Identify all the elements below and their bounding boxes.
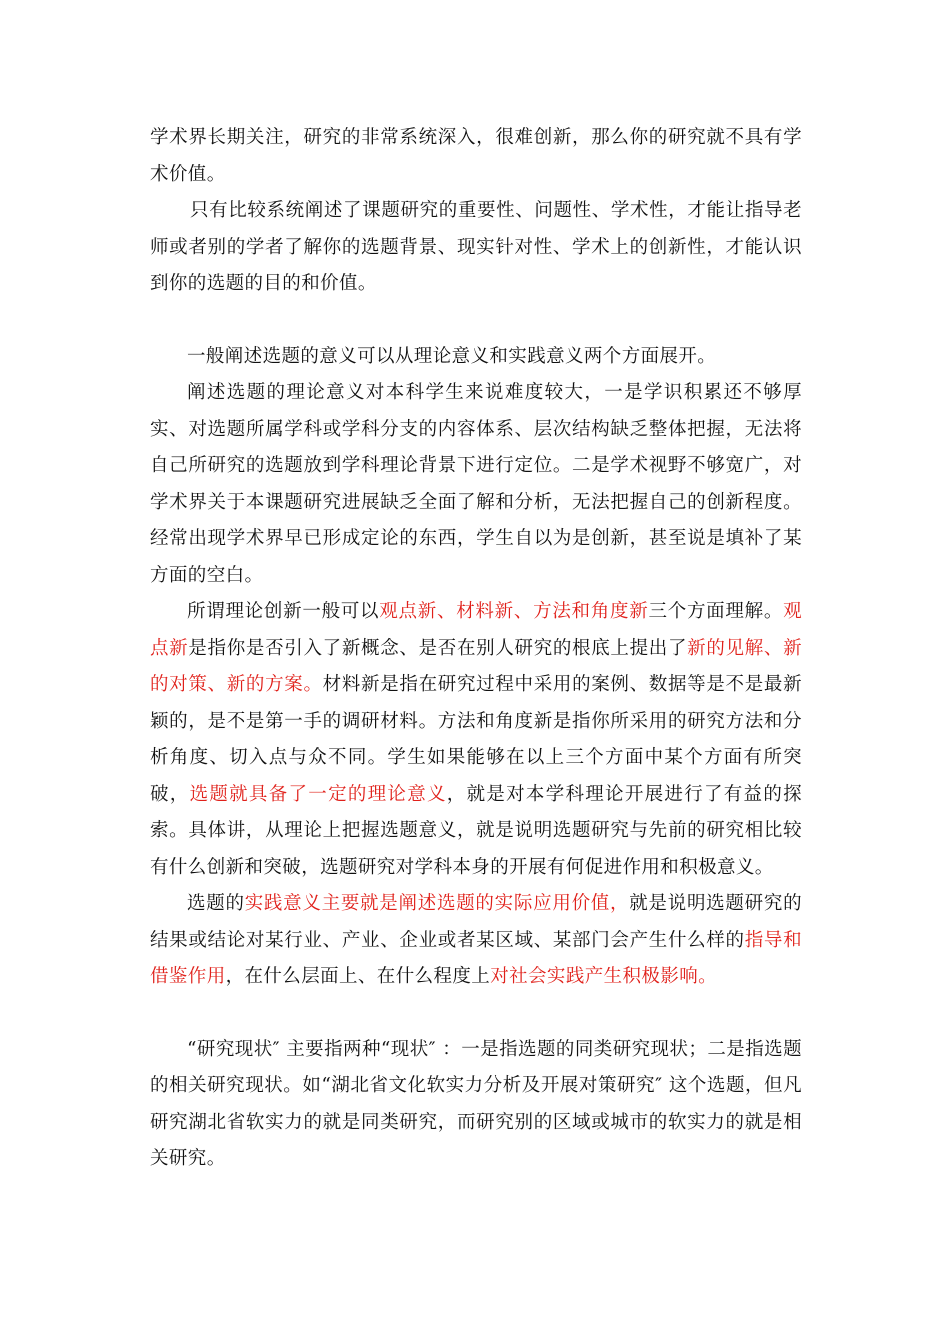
paragraph-theoretical-difficulty: 阐述选题的理论意义对本科学生来说难度较大，一是学识积累还不够厚实、对选题所属学科或学科分支的内容体系、层次结构缺乏整体把握，无法将自己所研究的选题放到学科理论背景下进行定位。二是学术视野不够宽广，对学术界关于本课题研究进展缺乏全面了解和分析，无法把握自己的创新程度。经常出现学术界早已形成定论的东西，学生自以为是创新，甚至说是填补了某方面的空白。 — [150, 382, 802, 586]
paragraph-research-status: “研究现状″ 主要指两种“现状″ ：一是指选题的同类研究现状；二是指选题的相关研究现状。如“湖北省文化软实力分析及开展对策研究″ 这个选题，但凡研究湖北省软实力的就是同类研究，而研究别的区域或城市的软实力的就是相关研究。 — [150, 1038, 802, 1169]
paragraph-theoretical-innovation — [150, 594, 802, 886]
highlight-text: 观点新 — [150, 601, 802, 659]
paragraph-academic-value: 学术界长期关注，研究的非常系统深入，很难创新，那么你的研究就不具有学术价值。 — [150, 127, 802, 185]
text-run: 是指你是否引入了新概念、是否在别人研究的根底上提出了 — [188, 637, 688, 659]
highlight-text: 选题就具备了一定的理论意义 — [189, 783, 447, 805]
text-run: ，就是对本学科理论开展进行了有益的探索。具体讲，从理论上把握选题意义，就是说明选题研究与先前的研究相比较有什么创新和突破，选题研究对学科本身的开展有何促进作用和积极意义。 — [150, 783, 803, 878]
document-page — [150, 120, 802, 1178]
text-run: 三个方面理解。 — [648, 601, 784, 622]
paragraph-significance-overview: 一般阐述选题的意义可以从理论意义和实践意义两个方面展开。 — [187, 345, 717, 367]
text-run: 选题的 — [187, 893, 245, 914]
paragraph-systematic-elaboration: 只有比较系统阐述了课题研究的重要性、问题性、学术性，才能让指导老师或者别的学者了解你的选题背景、现实针对性、学术上的创新性，才能认识到你的选题的目的和价值。 — [150, 200, 802, 294]
highlight-text: 新的见解、新的对策、新的方案。 — [150, 637, 802, 695]
paragraph-gap — [150, 303, 802, 339]
highlight-text: 指导和借鉴作用 — [150, 929, 803, 987]
paragraph-gap — [150, 996, 802, 1032]
text-run: 就是说明选题研究的结果或结论对某行业、产业、企业或者某区域、某部门会产生什么样的 — [150, 893, 802, 951]
highlight-text: 实践意义主要就是阐述选题的实际应用价值， — [244, 893, 630, 914]
highlight-text: 对社会实践产生积极影响。 — [490, 966, 718, 987]
text-run: ，在什么层面上、在什么程度上 — [225, 966, 491, 987]
highlight-text: 观点新、材料新、方法和角度新 — [379, 601, 649, 622]
text-run: 所谓理论创新一般可以 — [187, 601, 380, 622]
paragraph-practical-significance — [150, 886, 802, 996]
text-run: 材料新是指在研究过程中采用的案例、数据等是不是最新颖的，是不是第一手的调研材料。方法和角度新是指你所采用的研究方法和分析角度、切入点与众不同。学生如果能够在以上三个方面中某个方面有所突破， — [150, 674, 802, 805]
